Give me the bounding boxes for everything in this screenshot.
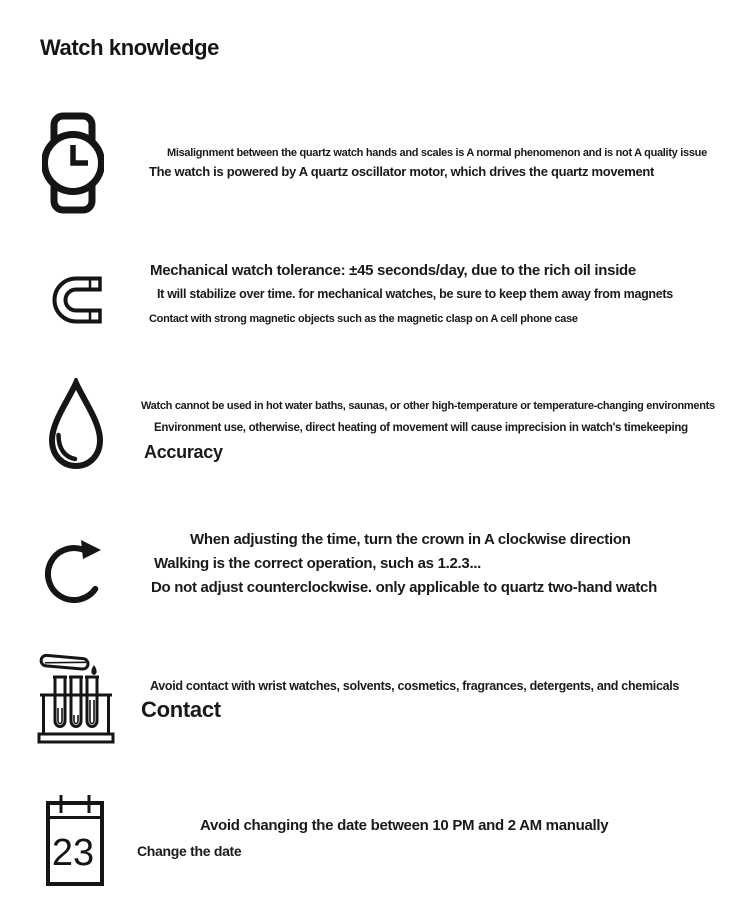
text-line: Avoid changing the date between 10 PM and 2 AM manually [200, 817, 609, 834]
calendar-icon [42, 792, 108, 888]
section-heading: Contact [141, 697, 221, 722]
calendar-day: 23 [51, 832, 95, 874]
text-line: Walking is the correct operation, such as 1.2.3... [154, 555, 482, 572]
text-line: Do not adjust counterclockwise. only applicable to quartz two-hand watch [151, 579, 657, 596]
clockwise-arrow-icon [45, 527, 107, 615]
magnet-icon [44, 266, 108, 330]
page-title: Watch knowledge [40, 35, 219, 60]
text-line: When adjusting the time, turn the crown in A clockwise direction [190, 531, 631, 548]
text-line: Mechanical watch tolerance: ±45 seconds/day, due to the rich oil inside [150, 262, 636, 279]
section-heading: Accuracy [144, 442, 223, 462]
text-line: The watch is powered by A quartz oscillator motor, which drives the quartz movement [149, 164, 655, 179]
text-line: Watch cannot be used in hot water baths, saunas, or other high-temperature or temperature-changing environments [141, 400, 715, 412]
text-line: Avoid contact with wrist watches, solvents, cosmetics, fragrances, detergents, and chemicals [150, 679, 680, 693]
test-tubes-icon [37, 648, 115, 746]
text-line: Environment use, otherwise, direct heating of movement will cause imprecision in watch's timekeeping [154, 422, 688, 434]
water-drop-icon [45, 378, 107, 470]
text-line: Contact with strong magnetic objects such as the magnetic clasp on A cell phone case [149, 313, 578, 325]
watch-icon [42, 112, 104, 214]
text-line: Misalignment between the quartz watch hands and scales is A normal phenomenon and is not A quality issue [167, 147, 707, 159]
text-line: It will stabilize over time. for mechanical watches, be sure to keep them away from magnets [157, 287, 673, 301]
text-line: Change the date [137, 843, 242, 859]
